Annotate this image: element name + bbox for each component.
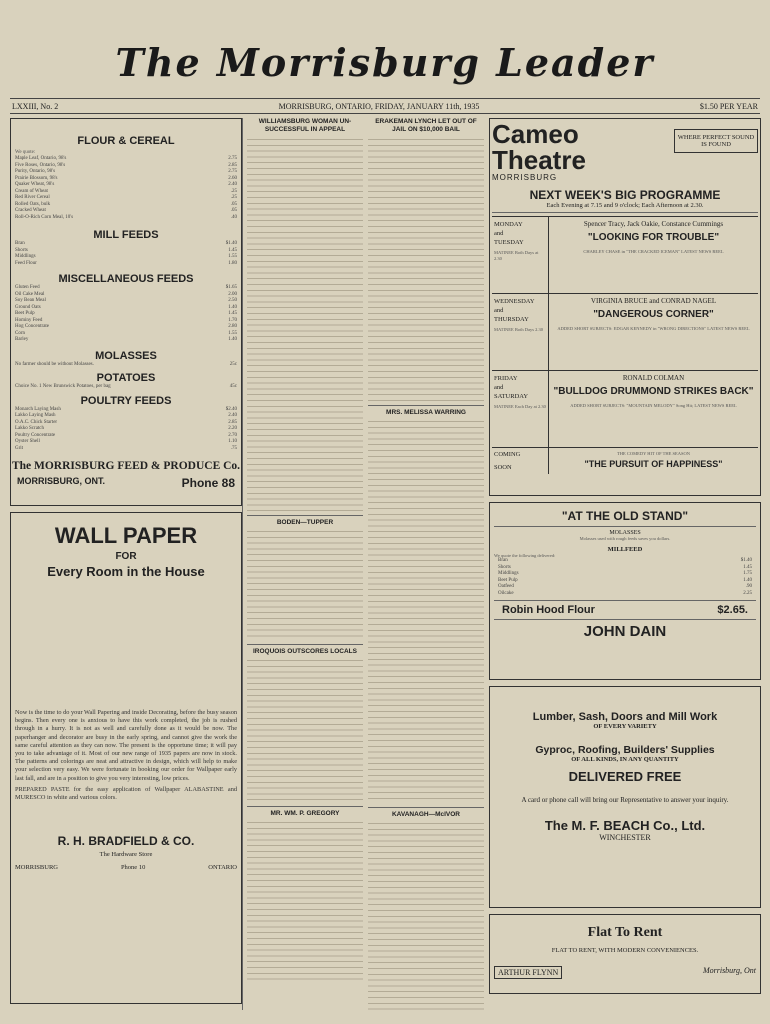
article-body — [247, 137, 363, 512]
price-item: Soy Bean Meal — [15, 298, 46, 303]
price-item: Quaker Wheat, 98's — [15, 182, 55, 187]
schedule-matinee: MATINEE Both Days at 2.30 — [494, 250, 539, 261]
company-phone: Phone 88 — [181, 476, 235, 490]
price-item: Middlings — [498, 571, 519, 577]
price-item: Grit — [15, 445, 24, 451]
article-body — [247, 529, 363, 641]
price-item: Bran — [498, 558, 508, 564]
column-ads-left — [10, 118, 243, 1010]
schedule-day: and — [494, 230, 504, 237]
robin-hood-row — [494, 604, 756, 616]
store-province: ONTARIO — [208, 864, 237, 872]
price-value: 2.70 — [228, 432, 237, 438]
headline-obituary: MR. WM. P. GREGORY — [270, 810, 340, 817]
millfeed-heading: MILLFEED — [607, 545, 643, 553]
millfeed-list — [494, 558, 756, 597]
divider — [247, 644, 363, 645]
divider — [247, 806, 363, 807]
price-value: 2.60 — [228, 175, 237, 181]
price-value: $1.40 — [225, 241, 237, 246]
beach-company: The M. F. BEACH Co., Ltd. — [544, 818, 706, 833]
schedule-day: and — [494, 384, 504, 391]
store-sub: The Hardware Store — [99, 851, 153, 859]
schedule-extra: CHARLEY CHASE in "THE CRACKED ICEMAN" LATEST NEWS REEL — [583, 249, 724, 254]
coming-feature — [549, 448, 758, 474]
wallpaper-ad — [10, 512, 242, 1004]
wallpaper-for: FOR — [115, 551, 137, 562]
column-news-2 — [368, 118, 484, 1010]
headline-kavanagh: KAVANAGH—McIVOR — [391, 811, 460, 818]
poultry-row — [11, 446, 241, 453]
column-news-1 — [247, 118, 363, 1010]
price-value: $1.40 — [740, 558, 752, 564]
feed-produce-ad — [10, 118, 242, 506]
programme-times: Each Evening at 7.15 and 9 o'clock; Each Afternoon at 2.30. — [546, 202, 704, 209]
wallpaper-spacer — [15, 579, 237, 709]
price-item: Beet Pulp — [498, 577, 518, 583]
price-item: Beet Pulp — [15, 311, 35, 316]
flat-title: Flat To Rent — [587, 925, 663, 940]
price-value: 2.75 — [228, 169, 237, 174]
store-phone: Phone 10 — [120, 864, 146, 872]
divider — [247, 515, 363, 516]
price-value: 1.40 — [228, 304, 237, 310]
schedule-row — [492, 216, 758, 293]
schedule-row — [492, 370, 758, 447]
subscription-price: $1.50 PER YEAR — [699, 101, 758, 111]
price-value: .05 — [230, 208, 237, 213]
molasses-row — [11, 362, 241, 369]
potatoes-text: Choice No. 1 New Brunswick Potatoes, per bag — [15, 384, 111, 389]
price-value: 2.00 — [228, 291, 237, 297]
flat-text: FLAT TO RENT, WITH MODERN CONVENIENCES. — [551, 947, 699, 954]
price-value: .75 — [230, 445, 237, 451]
molasses-price: 25c — [229, 361, 237, 367]
coming-title: "THE PURSUIT OF HAPPINESS" — [584, 458, 723, 469]
price-value: 1.45 — [743, 564, 752, 570]
wallpaper-body2: PREPARED PASTE for the easy application of Wallpaper ALABASTINE and MURESCO in white and various colors. — [15, 785, 237, 802]
molasses-heading: MOLASSES — [609, 530, 641, 536]
flour-title: FLOUR & CEREAL — [77, 135, 175, 147]
price-value: 2.40 — [228, 413, 237, 418]
coming-row — [492, 447, 758, 474]
schedule-day: TUESDAY — [494, 239, 524, 246]
price-item: Roll-O-Rich Corn Meal, 10's — [15, 214, 74, 220]
price-value: 1.45 — [228, 247, 237, 253]
schedule-title: "DANGEROUS CORNER" — [593, 309, 714, 320]
schedule-feature — [549, 294, 758, 370]
price-value: 1.55 — [228, 254, 237, 259]
volume-number: LXXIII, No. 2 — [12, 101, 59, 111]
price-value: 1.80 — [228, 260, 237, 266]
coming-soon: SOON — [494, 464, 512, 471]
wallpaper-body: Now is the time to do your Wall Papering and inside Decorating, before the busy season begins. Then every one is anxious to have this work completed, the job is rushed through in a hurry. It is not as well and carefully done as it would be now. The paperhanger and decorator are busy in the early spring, and cannot give the work the same careful attention as they can now. The present is the opportune time; it will pay you to take advantage of it. Most of our new range of 1935 papers are now in stock. The patterns and colorings are neat and attractive in design, which will help to make your selection very easy. We were fortunate in booking our order for Wallpaper early last fall, and are in a position to give you very interesting, low prices. — [15, 709, 237, 782]
molasses-note: Molasses used with rough feeds saves you dollars. — [579, 536, 671, 541]
cameo-title: Cameo Theatre — [492, 119, 586, 175]
schedule-feature — [549, 371, 758, 447]
old-stand-title: "AT THE OLD STAND" — [561, 509, 689, 523]
place-date: MORRISBURG, ONTARIO, FRIDAY, JANUARY 11th, 1935 — [278, 101, 480, 111]
schedule-days — [492, 371, 549, 447]
millfeed-intro: We quote the following delivered: — [494, 552, 556, 558]
beach-lumber-ad — [489, 686, 761, 908]
price-item: Maple Leaf, Ontario, 98's — [15, 156, 67, 161]
schedule-day: WEDNESDAY — [494, 298, 535, 305]
price-item: O.A.C. Chick Starter — [15, 419, 58, 425]
price-value: 1.55 — [228, 330, 237, 336]
price-item: Barley — [15, 337, 29, 342]
price-value: 2.40 — [228, 182, 237, 187]
price-value: .40 — [230, 214, 237, 220]
price-value: 1.40 — [743, 577, 752, 583]
headline-warring: MRS. MELISSA WARRING — [386, 409, 466, 416]
potatoes-title: POTATOES — [96, 372, 156, 384]
misc-title: MISCELLANEOUS FEEDS — [58, 273, 194, 285]
gyproc-title: Gyproc, Roofing, Builders' Supplies — [535, 744, 715, 756]
flour-row — [11, 215, 241, 222]
price-value: .25 — [230, 195, 237, 200]
wallpaper-tagline: Every Room in the House — [47, 564, 205, 579]
price-item: Red River Cereal — [15, 195, 50, 200]
price-item: Middlings — [15, 254, 36, 259]
column-ads-right — [489, 118, 761, 1010]
price-value: .25 — [230, 188, 237, 194]
article-body — [247, 658, 363, 803]
price-value: 1.75 — [743, 571, 752, 577]
schedule-extra: ADDED SHORT SUBJECTS: EDGAR KENNEDY in "WRONG DIRECTIONS" LATEST NEWS REEL — [557, 326, 750, 331]
masthead: The Morrisburg Leader — [115, 40, 655, 85]
coming-label: COMING — [494, 451, 521, 458]
article-body — [368, 419, 484, 804]
programme-title: NEXT WEEK'S BIG PROGRAMME — [529, 188, 721, 202]
article-body — [368, 821, 484, 1010]
mill-title: MILL FEEDS — [93, 229, 159, 241]
cameo-theatre-ad — [489, 118, 761, 496]
flour-intro: We quote: — [15, 150, 36, 155]
robin-hood-price: $2.65. — [717, 604, 748, 617]
price-value: 2.50 — [228, 298, 237, 303]
divider — [368, 405, 484, 406]
price-item: Cream of Wheat — [15, 188, 48, 194]
price-item: Hominy Feed — [15, 317, 43, 323]
poultry-title: POULTRY FEEDS — [80, 394, 172, 407]
flour-list — [11, 156, 241, 221]
price-item: Ground Oats — [15, 304, 41, 310]
price-item: Hog Concentrate — [15, 324, 50, 329]
divider — [494, 526, 756, 527]
schedule-extra: ADDED SHORT SUBJECTS: "MOUNTAIN MELODY" Song Hit; LATEST NEWS REEL — [570, 403, 737, 408]
robin-hood-label: Robin Hood Flour — [502, 604, 595, 617]
cameo-title-block — [492, 121, 622, 182]
poultry-list — [11, 407, 241, 453]
gyproc-qty: OF ALL KINDS, IN ANY QUANTITY — [571, 756, 679, 763]
price-value: 2.85 — [228, 162, 237, 168]
old-stand-ad — [489, 502, 761, 680]
price-item: Shorts — [15, 247, 28, 253]
flat-footer — [494, 966, 756, 979]
price-value: 1.70 — [228, 317, 237, 323]
potatoes-row — [11, 384, 241, 391]
price-value: $1.65 — [225, 285, 237, 290]
price-item: Oatfeed — [498, 584, 514, 590]
store-name: R. H. BRADFIELD & CO. — [57, 834, 195, 849]
schedule-feature — [549, 217, 758, 293]
headline-hockey: IROQUOIS OUTSCORES LOCALS — [252, 648, 357, 655]
price-item: Corn — [15, 330, 25, 336]
store-footer — [15, 864, 237, 871]
schedule — [492, 216, 758, 447]
company-town: MORRISBURG, ONT. — [17, 476, 106, 486]
flat-town: Morrisburg, Ont — [702, 966, 756, 975]
schedule-day: FRIDAY — [494, 375, 518, 382]
headline-appeal: WILLIAMSBURG WOMAN UN-SUCCESSFUL IN APPEAL — [258, 118, 352, 133]
flat-to-rent-ad — [489, 914, 761, 994]
price-value: 2.75 — [228, 156, 237, 161]
divider — [492, 212, 758, 213]
price-value: 1.10 — [228, 439, 237, 444]
price-item: Five Roses, Ontario, 98's — [15, 162, 66, 168]
mill-list — [11, 241, 241, 267]
divider — [494, 619, 756, 620]
wallpaper-title: WALL PAPER — [54, 523, 198, 548]
price-item: Purity, Ontario, 98's — [15, 169, 56, 174]
article-body — [368, 137, 484, 402]
cameo-header — [492, 121, 758, 182]
price-item: Lakko Laying Mash — [15, 413, 56, 418]
price-item: Oyster Shell — [15, 439, 40, 444]
coming-days — [492, 448, 549, 474]
misc-list — [11, 285, 241, 344]
article-body — [247, 820, 363, 980]
price-item: Gluten Feed — [15, 285, 40, 290]
price-item: Bran — [15, 241, 25, 246]
schedule-day: MONDAY — [494, 221, 523, 228]
schedule-day: SATURDAY — [494, 393, 529, 400]
price-value: $2.40 — [225, 406, 237, 412]
price-item: Prairie Blossom, 98's — [15, 175, 58, 181]
price-item: Lakko Scratch — [15, 426, 45, 431]
schedule-days — [492, 217, 549, 293]
price-value: .05 — [230, 201, 237, 207]
schedule-row — [492, 293, 758, 370]
millfeed-row — [494, 591, 756, 598]
schedule-matinee: MATINEE Both Days 2.30 — [494, 327, 543, 332]
misc-row — [11, 337, 241, 344]
price-item: Oil Cake Meal — [15, 291, 45, 297]
company-name: The MORRISBURG FEED & PRODUCE Co. — [11, 460, 241, 472]
cameo-town: MORRISBURG — [492, 173, 558, 182]
mill-row — [11, 261, 241, 268]
schedule-cast: Spencer Tracy, Jack Oakie, Constance Cummings — [583, 220, 724, 228]
molasses-text: No farmer should be without Molasses. — [15, 361, 94, 367]
price-item: Feed Flour — [15, 260, 37, 266]
divider — [368, 807, 484, 808]
price-value: 2.80 — [228, 324, 237, 329]
delivered-free: DELIVERED FREE — [568, 769, 682, 784]
price-value: 2.20 — [228, 426, 237, 431]
price-value: 2.85 — [228, 419, 237, 425]
price-value: .90 — [745, 584, 752, 590]
coming-line: THE COMEDY HIT OF THE SEASON — [616, 451, 691, 456]
price-value: 2.25 — [743, 590, 752, 596]
price-item: Cracked Wheat — [15, 208, 46, 213]
schedule-cast: RONALD COLMAN — [622, 374, 685, 382]
potatoes-price: 45c — [229, 384, 237, 389]
price-item: Monarch Laying Mash — [15, 406, 61, 412]
dateline — [10, 98, 760, 114]
price-item: Rolled Oats, bulk — [15, 201, 51, 207]
divider — [494, 600, 756, 601]
price-value: 1.45 — [228, 311, 237, 316]
lumber-card: A card or phone call will bring our Representative to answer your inquiry. — [521, 796, 729, 804]
schedule-title: "BULLDOG DRUMMOND STRIKES BACK" — [553, 386, 754, 397]
lumber-title: Lumber, Sash, Doors and Mill Work — [532, 711, 718, 723]
company-footer — [11, 476, 241, 490]
john-dain: JOHN DAIN — [583, 623, 667, 641]
price-value: 1.40 — [228, 337, 237, 342]
lumber-sub: OF EVERY VARIETY — [593, 723, 657, 730]
molasses-title: MOLASSES — [95, 349, 157, 362]
beach-town: WINCHESTER — [599, 833, 651, 842]
schedule-day: and — [494, 307, 504, 314]
schedule-cast: VIRGINIA BRUCE and CONRAD NAGEL — [590, 297, 717, 305]
headline-bail: ERAKEMAN LYNCH LET OUT OF JAIL ON $10,000 BAIL — [375, 118, 477, 133]
price-item: Poultry Concentrate — [15, 432, 56, 438]
store-town: MORRISBURG — [15, 864, 58, 872]
price-item: Oilcake — [498, 590, 514, 596]
flat-contact: ARTHUR FLYNN — [494, 966, 562, 979]
sound-box: WHERE PERFECT SOUND IS FOUND — [674, 129, 758, 153]
price-item: Shorts — [498, 564, 511, 570]
headline-wedding: BODEN—TUPPER — [276, 519, 334, 526]
schedule-days — [492, 294, 549, 370]
schedule-day: THURSDAY — [494, 316, 529, 323]
schedule-title: "LOOKING FOR TROUBLE" — [587, 232, 720, 243]
schedule-matinee: MATINEE Each Day at 2.30 — [494, 404, 546, 409]
